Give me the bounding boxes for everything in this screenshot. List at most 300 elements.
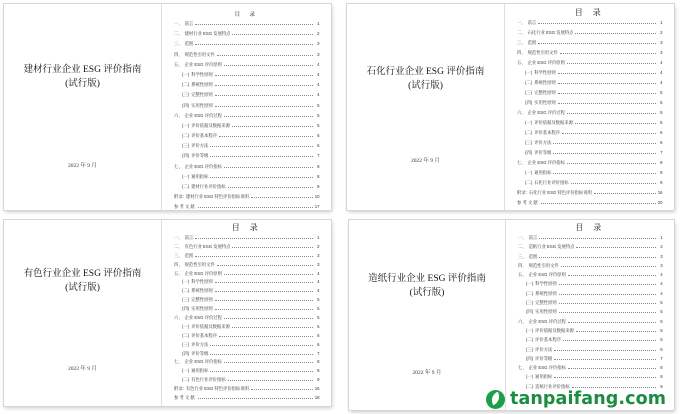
toc-entry-page: 9 — [317, 377, 320, 383]
toc-entry-page: 6 — [317, 332, 320, 338]
cover-subtitle: (试行版) — [409, 288, 445, 298]
toc-leader-dots — [539, 238, 655, 239]
toc-page — [174, 4, 320, 210]
toc-entry-page: 3 — [660, 253, 663, 259]
toc-entry-page: 5 — [660, 309, 663, 315]
toc-entry-number: 四、 — [174, 51, 183, 57]
toc-entry-number: 附录: — [174, 194, 184, 200]
toc-leader-dots — [215, 309, 313, 310]
toc-entry-number: 四、 — [518, 262, 527, 268]
toc-entry-number: (一) — [182, 279, 190, 285]
toc-entry-page: 1 — [317, 21, 320, 26]
toc-entry — [174, 92, 320, 102]
toc-entry-number: (二) — [182, 133, 190, 139]
toc-entry — [517, 20, 663, 30]
toc-entry-number: (一) — [526, 374, 534, 380]
toc-entry-title: 建材行业 ESG 发展特点 — [184, 31, 231, 37]
toc-entry-title: 造纸行业评价指标 — [535, 383, 570, 389]
toc-leader-dots — [224, 167, 313, 168]
toc-entry-page: 5 — [660, 100, 663, 105]
toc-entry-page: 9 — [660, 180, 663, 185]
toc-entry-title: 科学性原则 — [191, 71, 213, 77]
toc-entry-number: (二) — [526, 290, 534, 296]
toc-entry — [174, 174, 320, 184]
cover-page — [349, 220, 506, 410]
document-spread-building-materials — [4, 4, 331, 210]
toc-entry-number: (二) — [182, 377, 190, 383]
toc-entry — [174, 194, 320, 204]
toc-entry — [517, 110, 663, 120]
toc-leader-dots — [215, 75, 313, 76]
document-spread-nonferrous — [4, 220, 331, 406]
toc-list — [518, 235, 663, 393]
toc-entry-number: 六、 — [517, 110, 526, 115]
toc-entry-page: 5 — [660, 300, 663, 306]
toc-entry-title: 企业 ESG 评价指标 — [528, 365, 566, 371]
toc-entry-page: 5 — [317, 122, 320, 128]
toc-entry-page: 5 — [317, 323, 320, 329]
toc-entry-page: 4 — [317, 92, 320, 98]
toc-leader-dots — [538, 43, 655, 44]
toc-entry-number: (二) — [182, 82, 190, 88]
toc-entry-title: 评价依据及数据来源 — [534, 120, 573, 125]
toc-entry — [174, 113, 320, 123]
toc-leader-dots — [559, 284, 656, 285]
toc-entry-number: 附录: — [517, 190, 527, 195]
toc-leader-dots — [553, 173, 655, 174]
toc-entry-title: 前言 — [184, 21, 194, 26]
toc-entry-number: 四、 — [174, 261, 183, 267]
toc-entry-title: 完整性原则 — [534, 90, 556, 95]
toc-entry-number: (一) — [525, 70, 533, 75]
toc-entry — [174, 21, 320, 31]
toc-entry-number: 五、 — [518, 272, 527, 278]
toc-entry-number: 五、 — [174, 270, 183, 276]
toc-entry-page: 18 — [314, 395, 320, 401]
toc-entry — [518, 281, 663, 290]
toc-entry — [174, 244, 320, 253]
watermark-text — [510, 389, 666, 409]
toc-entry-title: 石化行业 ESG 特色评价指标说明 — [528, 190, 592, 195]
toc-entry-title: 企业 ESG 评价原则 — [527, 60, 565, 65]
toc-leader-dots — [558, 103, 656, 104]
toc-entry-number: (四) — [525, 150, 533, 155]
toc-entry — [174, 184, 320, 194]
toc-entry — [517, 80, 663, 90]
toc-entry-number: (一) — [182, 122, 190, 128]
toc-leader-dots — [232, 247, 312, 248]
toc-entry-title: 前言 — [184, 235, 194, 240]
toc-leader-dots — [567, 63, 656, 64]
toc-entry-page: 6 — [317, 143, 320, 149]
toc-entry — [517, 90, 663, 100]
toc-leader-dots — [594, 193, 656, 194]
toc-entry-page: 1 — [660, 20, 663, 25]
toc-entry-page: 6 — [660, 130, 663, 135]
toc-leader-dots — [215, 291, 313, 292]
toc-entry-title: 建材行业评价指标 — [191, 184, 226, 189]
toc-leader-dots — [251, 389, 313, 390]
toc-leader-dots — [210, 371, 312, 372]
toc-entry-title: 评价方法 — [191, 341, 209, 347]
toc-leader-dots — [215, 85, 313, 86]
toc-entry-page: 3 — [317, 261, 320, 267]
toc-entry — [174, 143, 320, 153]
toc-leader-dots — [219, 136, 313, 137]
toc-entry-number: (三) — [525, 90, 533, 95]
cover-page — [347, 4, 505, 210]
toc-entry-number: 参 考 文 献 — [174, 204, 195, 210]
toc-entry — [174, 103, 320, 113]
toc-entry-number: 三、 — [174, 252, 183, 258]
toc-entry-number: (三) — [182, 92, 190, 98]
toc-entry-number: (四) — [525, 100, 533, 105]
toc-leader-dots — [232, 34, 312, 35]
toc-page — [517, 4, 663, 210]
toc-entry-title: 评价依据及数据来源 — [191, 323, 230, 329]
toc-entry-title: 评价等级 — [534, 150, 552, 155]
toc-entry — [518, 356, 663, 365]
toc-entry-number: 六、 — [174, 112, 183, 118]
toc-entry-number: 附录: — [174, 386, 184, 392]
toc-entry-title: 企业 ESG 评价过程 — [527, 110, 565, 115]
toc-entry-page: 7 — [317, 350, 320, 356]
toc-entry-number: 七、 — [174, 359, 183, 365]
toc-leader-dots — [562, 133, 656, 134]
toc-entry-page: 4 — [660, 272, 663, 278]
toc-leader-dots — [210, 345, 312, 346]
toc-leader-dots — [251, 197, 313, 198]
toc-entry-page: 5 — [317, 306, 320, 312]
toc-leader-dots — [558, 83, 656, 84]
toc-entry-page: 7 — [660, 355, 663, 361]
toc-entry-title: 规范性引用文件 — [528, 262, 559, 268]
toc-entry-page: 2 — [660, 30, 663, 35]
toc-leader-dots — [228, 380, 313, 381]
toc-entry — [517, 100, 663, 110]
toc-entry-title: 企业 ESG 评价过程 — [184, 315, 222, 321]
toc-entry-title: 有色行业 ESG 发展特点 — [184, 243, 231, 249]
toc-leader-dots — [224, 116, 313, 117]
toc-entry-number: 七、 — [517, 160, 526, 165]
toc-entry-page: 7 — [317, 153, 320, 159]
toc-leader-dots — [195, 238, 312, 239]
toc-entry-page: 16 — [657, 190, 663, 195]
toc-entry — [174, 306, 320, 315]
toc-entry-title: 前言 — [527, 20, 537, 25]
toc-leader-dots — [554, 350, 655, 351]
toc-entry-title: 评价依据及数据来源 — [191, 122, 230, 128]
toc-entry-page: 5 — [660, 318, 663, 324]
toc-entry-page: 2 — [317, 243, 320, 249]
toc-entry-page: 10 — [314, 194, 320, 200]
toc-leader-dots — [224, 65, 313, 66]
toc-heading: 目 录 — [574, 8, 605, 17]
toc-leader-dots — [576, 331, 656, 332]
toc-entry-page: 9 — [660, 383, 663, 389]
toc-entry — [174, 315, 320, 324]
toc-entry — [174, 377, 320, 386]
toc-leader-dots — [567, 163, 656, 164]
toc-list — [517, 20, 663, 210]
toc-leader-dots — [210, 354, 312, 355]
toc-leader-dots — [210, 146, 312, 147]
toc-entry-number: (三) — [525, 140, 533, 145]
toc-entry-number: (一) — [526, 327, 534, 333]
toc-leader-dots — [568, 368, 656, 369]
toc-entry-number: (一) — [526, 281, 534, 287]
toc-entry — [174, 72, 320, 82]
toc-entry-page: 20 — [657, 200, 663, 205]
toc-entry — [174, 297, 320, 306]
toc-entry — [174, 164, 320, 174]
toc-entry-title: 实用性原则 — [535, 309, 557, 315]
toc-entry-number: (四) — [526, 309, 534, 315]
toc-entry-number: 四、 — [517, 50, 526, 55]
toc-entry-page: 4 — [660, 60, 663, 65]
toc-entry — [174, 62, 320, 72]
toc-entry — [518, 328, 663, 337]
toc-leader-dots — [561, 266, 656, 267]
toc-entry-title: 完整性原则 — [191, 297, 213, 303]
toc-entry-title: 规范性引用文件 — [184, 51, 215, 57]
toc-entry-title: 通用指标 — [535, 374, 553, 380]
watermark-domain: tanpaifang — [510, 389, 619, 409]
toc-entry-title: 范围 — [527, 40, 537, 45]
toc-leader-dots — [210, 177, 312, 178]
toc-entry-page: 4 — [317, 71, 320, 77]
toc-entry-page: 1 — [317, 235, 320, 240]
toc-entry — [518, 347, 663, 356]
toc-entry-number: 参 考 文 献 — [517, 200, 538, 205]
toc-entry — [517, 140, 663, 150]
toc-leader-dots — [575, 33, 655, 34]
watermark-logo — [486, 383, 667, 412]
toc-entry — [174, 288, 320, 297]
toc-entry-page: 8 — [317, 359, 320, 365]
toc-entry-number: (一) — [525, 120, 533, 125]
toc-entry-title: 通用指标 — [191, 173, 209, 179]
toc-entry — [517, 40, 663, 50]
toc-entry-page: 4 — [660, 80, 663, 85]
toc-entry-page: 8 — [317, 163, 320, 169]
toc-entry-number: 六、 — [518, 318, 527, 324]
toc-entry-page: 3 — [317, 51, 320, 57]
cover-date: 2022 年 9 月 — [411, 158, 440, 164]
toc-leader-dots — [576, 247, 655, 248]
document-spread-petrochemical — [347, 4, 674, 210]
toc-entry-page: 8 — [317, 173, 320, 179]
toc-entry-number: (一) — [182, 71, 190, 77]
toc-entry-title: 规范性引用文件 — [184, 261, 215, 267]
toc-entry-number: (四) — [182, 350, 190, 356]
toc-entry-number: 二、 — [518, 244, 527, 250]
toc-leader-dots — [215, 300, 313, 301]
toc-entry-page: 6 — [660, 337, 663, 343]
toc-entry-page: 4 — [660, 290, 663, 296]
toc-entry — [518, 244, 663, 253]
toc-entry-page: 5 — [660, 110, 663, 115]
toc-entry — [518, 300, 663, 309]
toc-entry — [517, 70, 663, 80]
toc-entry — [174, 279, 320, 288]
toc-entry-title: 通用指标 — [534, 170, 552, 175]
toc-entry — [174, 41, 320, 51]
toc-entry — [174, 235, 320, 244]
toc-entry-page: 4 — [317, 61, 320, 67]
toc-entry-page: 7 — [660, 150, 663, 155]
cover-title: 造纸行业企业 ESG 评价指南 — [368, 274, 486, 284]
toc-entry-title: 范围 — [184, 41, 194, 47]
toc-entry-number: (四) — [526, 355, 534, 361]
toc-leader-dots — [553, 143, 655, 144]
toc-entry-title: 企业 ESG 评价过程 — [184, 112, 222, 118]
toc-entry-number: 一、 — [174, 21, 183, 26]
toc-leader-dots — [219, 336, 313, 337]
toc-entry-title: 石化行业 ESG 发展特点 — [527, 30, 574, 35]
toc-entry-page: 17 — [314, 204, 320, 210]
toc-entry — [517, 160, 663, 170]
toc-entry — [174, 253, 320, 262]
toc-entry-number: (四) — [182, 306, 190, 312]
toc-entry-page: 15 — [314, 386, 320, 392]
toc-entry — [518, 319, 663, 328]
toc-entry-title: 通用指标 — [191, 368, 209, 374]
toc-entry-number: (一) — [525, 170, 533, 175]
toc-entry-page: 3 — [660, 40, 663, 45]
toc-entry-title: 企业 ESG 评价原则 — [184, 270, 222, 276]
toc-entry-title: 评价基本程序 — [535, 337, 561, 343]
toc-entry-title: 评价方法 — [535, 346, 553, 352]
toc-entry-number: 三、 — [517, 40, 526, 45]
toc-entry-number: (二) — [526, 337, 534, 343]
toc-entry-number: 一、 — [174, 235, 183, 240]
toc-entry-page: 5 — [660, 120, 663, 125]
toc-entry-title: 建材行业 ESG 特色评价指标说明 — [185, 194, 249, 200]
toc-entry-page: 8 — [660, 365, 663, 371]
toc-entry-number: (一) — [182, 173, 190, 179]
toc-entry-number: (二) — [525, 80, 533, 85]
toc-list — [174, 235, 320, 404]
toc-entry — [517, 130, 663, 140]
toc-leader-dots — [563, 340, 656, 341]
toc-entry-title: 范围 — [528, 253, 538, 259]
toc-entry-page: 5 — [317, 297, 320, 303]
toc-entry-title: 科学性原则 — [191, 279, 213, 285]
toc-leader-dots — [215, 106, 313, 107]
toc-entry-title: 评价方法 — [534, 140, 552, 145]
toc-entry-title: 完整性原则 — [535, 300, 557, 306]
toc-entry-number: 二、 — [517, 30, 526, 35]
cover-subtitle: (试行版) — [408, 81, 443, 91]
toc-entry-title: 企业 ESG 评价原则 — [528, 272, 566, 278]
toc-entry-title: 有色行业评价指标 — [191, 377, 226, 383]
toc-leader-dots — [559, 312, 656, 313]
toc-entry-page: 4 — [317, 288, 320, 294]
toc-entry-title: 评价等级 — [535, 355, 553, 361]
toc-leader-dots — [215, 95, 313, 96]
toc-entry-number: (三) — [182, 297, 190, 303]
toc-entry-title: 范围 — [184, 252, 194, 258]
toc-entry-number: (三) — [526, 346, 534, 352]
document-spread-paper — [349, 220, 674, 410]
toc-entry-page: 2 — [317, 31, 320, 37]
toc-entry-title: 系统性原则 — [191, 82, 213, 88]
toc-entry-number: 七、 — [518, 365, 527, 371]
toc-entry-title: 石化行业评价指标 — [534, 180, 569, 185]
toc-entry-page: 4 — [660, 281, 663, 287]
toc-entry-title: 评价基本程序 — [191, 332, 217, 338]
toc-entry — [518, 235, 663, 244]
toc-entry-title: 评价依据及数据来源 — [535, 327, 574, 333]
toc-entry-page: 8 — [660, 160, 663, 165]
toc-entry-title: 系统性原则 — [534, 80, 556, 85]
toc-entry — [517, 150, 663, 160]
watermark-tld: com — [625, 389, 667, 409]
toc-leader-dots — [232, 327, 313, 328]
toc-leader-dots — [553, 153, 655, 154]
toc-leader-dots — [559, 303, 656, 304]
toc-entry — [174, 82, 320, 92]
toc-leader-dots — [217, 55, 313, 56]
toc-entry-number: 一、 — [517, 20, 526, 25]
toc-entry-title: 科学性原则 — [535, 281, 557, 287]
toc-entry-page: 6 — [317, 133, 320, 139]
toc-leader-dots — [568, 275, 656, 276]
toc-entry-page: 4 — [317, 82, 320, 88]
toc-entry-page: 4 — [317, 270, 320, 276]
toc-entry — [174, 123, 320, 133]
toc-entry-title: 评价基本程序 — [191, 133, 217, 139]
toc-leader-dots — [228, 187, 313, 188]
toc-entry-number: (二) — [525, 130, 533, 135]
toc-leader-dots — [554, 359, 655, 360]
toc-entry-number: 参 考 文 献 — [174, 395, 195, 401]
toc-entry — [518, 374, 663, 383]
toc-entry-page: 5 — [317, 112, 320, 118]
toc-leader-dots — [538, 23, 655, 24]
cover-title: 有色行业企业 ESG 评价指南 — [23, 269, 142, 279]
toc-page — [518, 220, 663, 410]
toc-heading: 目 录 — [231, 223, 262, 232]
leaf-icon — [486, 390, 505, 409]
toc-entry-number: 二、 — [174, 31, 183, 37]
cover-date: 2022 年 9 月 — [68, 366, 97, 372]
toc-entry — [517, 180, 663, 190]
toc-leader-dots — [198, 398, 313, 399]
toc-entry-title: 实用性原则 — [534, 100, 556, 105]
cover-page — [4, 4, 162, 210]
toc-entry — [174, 31, 320, 41]
toc-entry-title: 科学性原则 — [534, 70, 556, 75]
toc-entry-page: 4 — [660, 70, 663, 75]
toc-entry — [518, 254, 663, 263]
toc-page — [174, 220, 320, 406]
toc-leader-dots — [541, 203, 656, 204]
toc-leader-dots — [568, 322, 656, 323]
toc-leader-dots — [554, 377, 655, 378]
toc-entry-number: 三、 — [518, 253, 527, 259]
toc-entry — [517, 120, 663, 130]
toc-leader-dots — [571, 183, 656, 184]
toc-entry-number: (二) — [526, 383, 534, 389]
toc-entry-number: (二) — [525, 180, 533, 185]
toc-entry — [174, 52, 320, 62]
cover-title: 石化行业企业 ESG 评价指南 — [366, 67, 485, 77]
toc-entry-page: 5 — [660, 90, 663, 95]
toc-entry — [174, 342, 320, 351]
toc-entry-number: (二) — [182, 288, 190, 294]
